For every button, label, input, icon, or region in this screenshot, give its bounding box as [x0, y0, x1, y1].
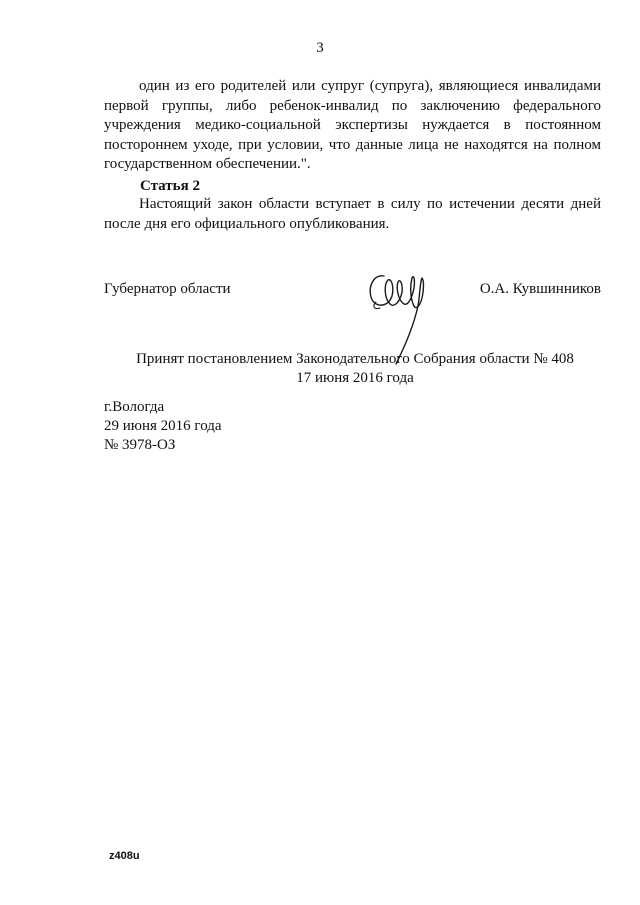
paragraph-line: после дня его официального опубликования.	[104, 215, 390, 232]
paragraph-line: учреждения медико-социальной экспертизы нуждается в постоянном	[104, 117, 601, 134]
signer-title: Губернатор области	[104, 281, 231, 297]
adoption-date: 17 июня 2016 года	[296, 370, 414, 386]
adoption-line: Принят постановлением Законодательного Собрания области № 408	[136, 351, 574, 367]
city: г.Вологда	[104, 399, 165, 415]
law-number: № 3978-ОЗ	[104, 437, 176, 453]
article-2-heading: Статья 2	[140, 178, 200, 194]
place-date-block	[104, 398, 222, 455]
adoption-statement	[0, 350, 640, 388]
paragraph-line: Настоящий закон области вступает в силу по истечении десяти дней	[139, 196, 601, 212]
paragraph-line: первой группы, либо ребенок-инвалид по заключению федерального	[104, 97, 601, 114]
signer-name: О.А. Кувшинников	[479, 281, 601, 297]
page-number: 3	[316, 40, 324, 56]
signing-date: 29 июня 2016 года	[104, 418, 222, 434]
paragraph-line: один из его родителей или супруг (супруга), являющиеся инвалидами	[139, 78, 601, 94]
document-code: z408u	[109, 850, 140, 862]
paragraph-line: государственном обеспечении.".	[104, 156, 311, 173]
article-2-text	[104, 195, 601, 234]
paragraph-continuation	[104, 77, 601, 175]
paragraph-line: постороннем уходе, при условии, что данные лица не находятся на полном	[104, 136, 601, 153]
